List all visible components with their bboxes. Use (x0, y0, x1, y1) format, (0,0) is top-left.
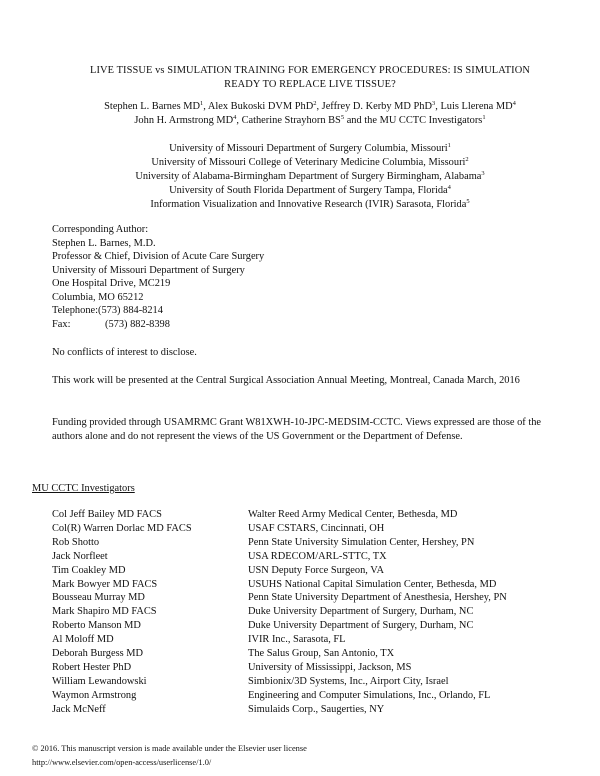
investigator-affiliation: Penn State University Simulation Center, Hershey, PN (248, 536, 475, 548)
affiliation-text: University of Alabama-Birmingham Department of Surgery Birmingham, Alabama (135, 171, 482, 182)
investigator-name: Jack McNeff (52, 703, 106, 715)
author-sep: , (236, 115, 242, 126)
author-affil-mark: 4 (233, 114, 237, 121)
affiliation-mark: 3 (481, 170, 485, 177)
investigator-row (52, 703, 507, 717)
fax-line (52, 318, 264, 332)
author-name: Alex Bukoski DVM PhD (207, 101, 314, 112)
investigator-row (52, 522, 507, 536)
investigator-affiliation: Duke University Department of Surgery, Durham, NC (248, 606, 474, 618)
investigator-row (52, 647, 507, 661)
corresponding-author-block (52, 223, 264, 331)
author-name: Luis Llerena MD (440, 101, 513, 112)
author-affil-mark: 1 (199, 100, 204, 107)
investigator-affiliation: Simbionix/3D Systems, Inc., Airport City, Israel (248, 675, 449, 687)
investigator-name: William Lewandowski (52, 675, 147, 687)
author-line-1 (20, 100, 600, 114)
investigator-affiliation: Engineering and Computer Simulations, Inc., Orlando, FL (248, 689, 491, 701)
affiliation-mark: 1 (447, 142, 451, 149)
investigator-row (52, 591, 507, 605)
investigator-name: Jack Norfleet (52, 550, 108, 562)
corresponding-heading: Corresponding Author: (52, 224, 149, 235)
affiliation-text: University of Missouri College of Veterinary Medicine Columbia, Missouri (151, 157, 466, 168)
investigator-row (52, 675, 507, 689)
investigator-row (52, 550, 507, 564)
affiliation-item (20, 198, 600, 212)
author-sep: , (316, 101, 322, 112)
author-line-2 (20, 114, 600, 128)
license-footer (32, 742, 307, 770)
investigator-name: Bousseau Murray MD (52, 592, 145, 604)
affiliation-item (20, 156, 600, 170)
affiliation-mark: 5 (466, 198, 470, 205)
affiliation-list (20, 142, 600, 212)
corresponding-line: Professor & Chief, Division of Acute Care Surgery (52, 251, 265, 262)
author-affil-mark: 4 (512, 100, 516, 107)
investigator-row (52, 536, 507, 550)
investigator-row (52, 564, 507, 578)
affiliation-item (20, 184, 600, 198)
author-name: Jeffrey D. Kerby MD PhD (321, 101, 432, 112)
investigator-name: Deborah Burgess MD (52, 648, 144, 660)
investigator-name: Col(R) Warren Dorlac MD FACS (52, 522, 192, 534)
author-name: Catherine Strayhorn BS (241, 115, 341, 126)
investigator-affiliation: USAF CSTARS, Cincinnati, OH (248, 522, 385, 534)
corresponding-line: One Hospital Drive, MC219 (52, 278, 171, 289)
investigator-affiliation: Penn State University Department of Anesthesia, Hershey, PN (248, 592, 507, 604)
investigator-affiliation: University of Mississippi, Jackson, MS (248, 661, 412, 673)
affiliation-text: University of Missouri Department of Surgery Columbia, Missouri (169, 143, 448, 154)
author-affil-mark: 5 (340, 114, 345, 121)
investigator-row (52, 605, 507, 619)
author-name: John H. Armstrong MD (134, 115, 234, 126)
investigator-name: Mark Shapiro MD FACS (52, 606, 157, 618)
author-sep: , (203, 101, 208, 112)
fax-label: Fax: (52, 318, 71, 330)
investigator-row (52, 661, 507, 675)
investigator-affiliation: USA RDECOM/ARL-STTC, TX (248, 550, 387, 562)
paper-title (40, 64, 580, 92)
funding-statement: Funding provided through USAMRMC Grant W81XWH-10-JPC-MEDSIM-CCTC. Views expressed are those of the authors alone and do not represent the views of the US Government or the Department of Defense. (52, 417, 542, 442)
investigator-affiliation: The Salus Group, San Antonio, TX (248, 648, 395, 660)
investigator-name: Tim Coakley MD (52, 564, 126, 576)
affiliation-text: University of South Florida Department of Surgery Tampa, Florida (169, 185, 448, 196)
investigator-affiliation: IVIR Inc., Sarasota, FL (248, 634, 346, 646)
investigator-name: Rob Shotto (52, 536, 100, 548)
investigator-affiliation: USUHS National Capital Simulation Center, Bethesda, MD (248, 578, 497, 590)
author-sep: and (344, 115, 365, 126)
investigator-name: Roberto Manson MD (52, 620, 141, 632)
affiliation-mark: 2 (465, 156, 469, 163)
title-line-1: LIVE TISSUE vs SIMULATION TRAINING FOR EMERGENCY PROCEDURES: IS SIMULATION (90, 65, 530, 76)
investigator-name: Mark Bowyer MD FACS (52, 578, 158, 590)
investigator-affiliation: Duke University Department of Surgery, Durham, NC (248, 620, 474, 632)
conflicts-statement: No conflicts of interest to disclose. (52, 347, 197, 358)
fax-value: (573) 882-8398 (105, 318, 170, 330)
investigator-row (52, 508, 507, 522)
affiliation-text: Information Visualization and Innovative Research (IVIR) Sarasota, Florida (150, 199, 467, 210)
author-list (20, 100, 600, 128)
title-line-2: READY TO REPLACE LIVE TISSUE? (224, 79, 396, 90)
corresponding-line: University of Missouri Department of Surgery (52, 264, 245, 276)
investigator-row (52, 578, 507, 592)
telephone-value: (573) 884-8214 (98, 305, 163, 316)
author-name: the MU CCTC Investigators (364, 115, 483, 126)
affiliation-item (20, 170, 600, 184)
investigator-affiliation: Simulaids Corp., Saugerties, NY (248, 703, 385, 715)
investigator-name: Waymon Armstrong (52, 689, 137, 701)
author-name: Stephen L. Barnes MD (104, 101, 200, 112)
investigator-row (52, 689, 507, 703)
license-text: © 2016. This manuscript version is made available under the Elsevier user license (32, 744, 307, 753)
investigator-name: Al Moloff MD (52, 634, 114, 646)
affiliation-mark: 4 (447, 184, 451, 191)
investigator-row (52, 619, 507, 633)
author-affil-mark: 3 (432, 100, 436, 107)
telephone-label: Telephone: (52, 305, 99, 316)
investigators-table (52, 508, 507, 717)
investigator-name: Col Jeff Bailey MD FACS (52, 509, 162, 520)
author-sep: , (435, 101, 441, 112)
investigator-affiliation: Walter Reed Army Medical Center, Bethesda, MD (248, 509, 458, 520)
author-affil-mark: 2 (313, 100, 317, 107)
telephone-line (52, 304, 264, 318)
investigator-affiliation: USN Deputy Force Surgeon, VA (248, 564, 384, 576)
corresponding-line: Columbia, MO 65212 (52, 291, 144, 303)
investigator-row (52, 633, 507, 647)
investigator-name: Robert Hester PhD (52, 661, 132, 673)
license-url[interactable]: http://www.elsevier.com/open-access/userlicense/1.0/ (32, 758, 212, 767)
investigators-heading: MU CCTC Investigators (32, 483, 135, 494)
affiliation-item (20, 142, 600, 156)
corresponding-line: Stephen L. Barnes, M.D. (52, 237, 156, 249)
presentation-statement: This work will be presented at the Central Surgical Association Annual Meeting, Montreal, Canada March, 2016 (52, 375, 520, 386)
author-affil-mark: 1 (482, 114, 486, 121)
